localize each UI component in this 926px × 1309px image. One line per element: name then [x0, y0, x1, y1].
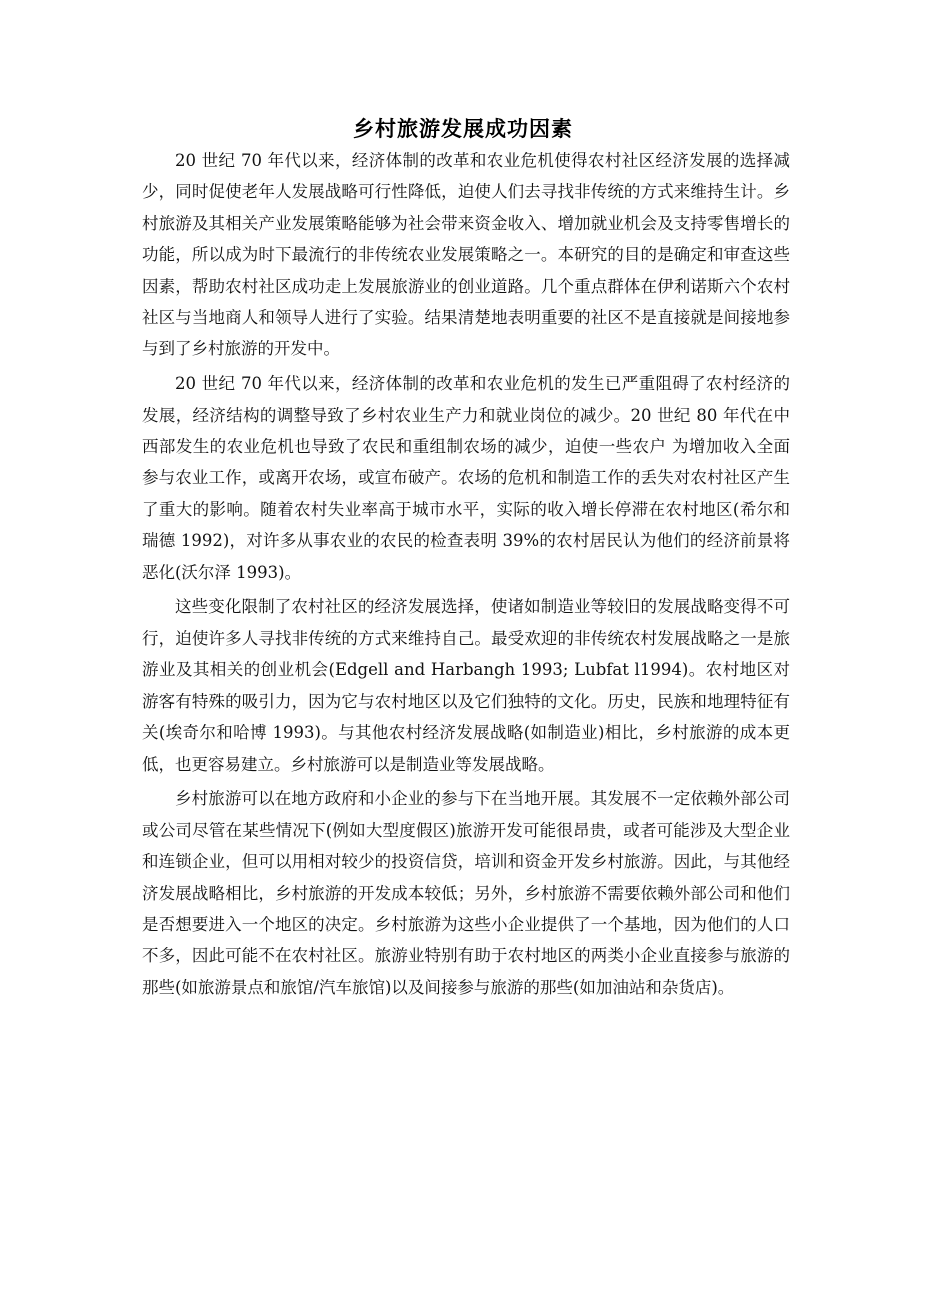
paragraph-1: 20 世纪 70 年代以来，经济体制的改革和农业危机使得农村社区经济发展的选择减少，同时促使老年人发展战略可行性降低，迫使人们去寻找非传统的方式来维持生计。乡村旅游及其相关产业发展策略能够为社会带来资金收入、增加就业机会及支持零售增长的功能，所以成为时下最流行的非传统农业发展策略之一。本研究的目的是确定和审查这些因素，帮助农村社区成功走上发展旅游业的创业道路。几个重点群体在伊利诺斯六个农村社区与当地商人和领导人进行了实验。结果清楚地表明重要的社区不是直接就是间接地参与到了乡村旅游的开发中。 — [142, 151, 790, 359]
document-title: 乡村旅游发展成功因素 — [353, 117, 573, 141]
paragraph-3: 这些变化限制了农村社区的经济发展选择，使诸如制造业等较旧的发展战略变得不可行，迫使许多人寻找非传统的方式来维持自己。最受欢迎的非传统农村发展战略之一是旅游业及其相关的创业机会(Edgell and Harbangh 1993; Lubfat l1994)。农村地区对游客有特殊的吸引力，因为它与农村地区以及它们独特的文化。历史，民族和地理特征有关(埃奇尔和哈博 1993)。与其他农村经济发展战略(如制造业)相比，乡村旅游的成本更低，也更容易建立。乡村旅游可以是制造业等发展战略。 — [142, 597, 790, 774]
paragraph-2: 20 世纪 70 年代以来，经济体制的改革和农业危机的发生已严重阻碍了农村经济的发展，经济结构的调整导致了乡村农业生产力和就业岗位的减少。20 世纪 80 年代在中西部发生的农业危机也导致了农民和重组制农场的减少，迫使一些农户 为增加收入全面参与农业工作，或离开农场，或宣布破产。农场的危机和制造工作的丢失对农村社区产生了重大的影响。随着农村失业率高于城市水平，实际的收入增长停滞在农村地区(希尔和瑞德 1992)，对许多从事农业的农民的检查表明 39%的农村居民认为他们的经济前景将恶化(沃尔泽 1993)。 — [142, 374, 790, 582]
paragraph-4: 乡村旅游可以在地方政府和小企业的参与下在当地开展。其发展不一定依赖外部公司或公司尽管在某些情况下(例如大型度假区)旅游开发可能很昂贵，或者可能涉及大型企业和连锁企业，但可以用相对较少的投资信贷，培训和资金开发乡村旅游。因此，与其他经济发展战略相比，乡村旅游的开发成本较低；另外，乡村旅游不需要依赖外部公司和他们是否想要进入一个地区的决定。乡村旅游为这些小企业提供了一个基地，因为他们的人口不多，因此可能不在农村社区。旅游业特别有助于农村地区的两类小企业直接参与旅游的那些(如旅游景点和旅馆/汽车旅馆)以及间接参与旅游的那些(如加油站和杂货店)。 — [142, 789, 790, 997]
document-body — [142, 145, 790, 1007]
